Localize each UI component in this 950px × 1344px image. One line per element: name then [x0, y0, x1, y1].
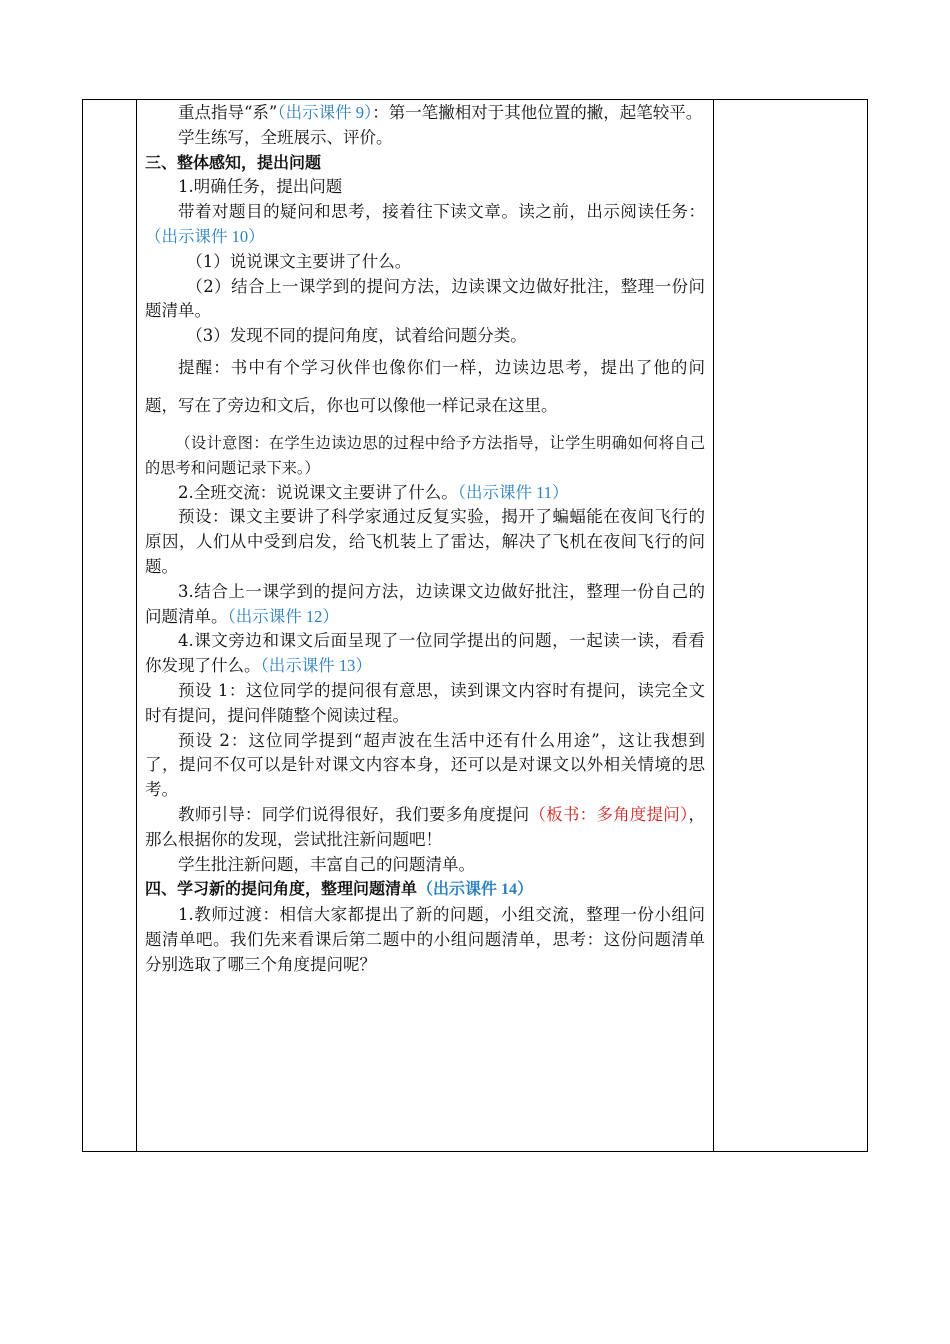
text-segment: 学生批注新问题，丰富自己的问题清单。: [178, 854, 475, 874]
courseware-reference: （出示课件 14）: [417, 881, 534, 899]
courseware-reference: （出示课件 9）: [277, 103, 373, 122]
text-segment: 4.课文旁边和课文后面呈现了一位同学提出的问题，一起读一读，看看你发现了什么。: [145, 631, 705, 676]
paragraph: [145, 679, 705, 729]
task-item: [145, 275, 705, 325]
text-segment: 学生练写，全班展示、评价。: [178, 127, 393, 147]
text-segment: 3.结合上一课学到的提问方法，边读课文边做好批注，整理一份自己的问题清单。: [145, 581, 705, 626]
paragraph: [145, 126, 705, 151]
task-item: [145, 324, 705, 349]
left-empty-cell: [83, 100, 136, 1151]
paragraph: [145, 175, 705, 200]
right-notes-cell: [714, 100, 867, 1151]
task-item: [145, 250, 705, 275]
paragraph: [145, 200, 705, 250]
paragraph: [145, 629, 705, 679]
text-segment: （1）说说课文主要讲了什么。: [186, 251, 412, 271]
paragraph: [145, 803, 705, 853]
text-segment: ：第一笔撇相对于其他位置的撇，起笔较平。: [372, 103, 703, 122]
text-segment: 三、整体感知，提出问题: [145, 152, 322, 172]
paragraph: [145, 853, 705, 878]
text-segment: 教师引导：同学们说得很好，我们要多角度提问: [178, 804, 530, 824]
blackboard-note: （板书：多角度提问）: [529, 804, 689, 824]
lesson-content-cell: [145, 101, 705, 978]
design-intent-note: [145, 431, 705, 481]
lesson-plan-table: [82, 99, 868, 1152]
courseware-reference: （出示课件 13）: [260, 656, 372, 676]
paragraph: [145, 580, 705, 630]
paragraph: [145, 903, 705, 977]
text-segment: 重点指导“系”: [178, 103, 278, 122]
paragraph: [145, 729, 705, 803]
text-segment: 四、学习新的提问角度，整理问题清单: [145, 879, 418, 899]
text-segment: 带着对题目的疑问和思考，接着往下读文章。读之前，出示阅读任务：: [178, 202, 705, 222]
text-segment: 1.教师过渡：相信大家都提出了新的问题，小组交流，整理一份小组问题清单吧。我们先来看课后第二题中的小组问题清单，思考：这份问题清单分别选取了哪三个角度提问呢？: [145, 905, 705, 974]
reminder-paragraph: [145, 349, 705, 425]
paragraph: [145, 481, 705, 506]
text-segment: （3）发现不同的提问角度，试着给问题分类。: [186, 326, 527, 346]
text-segment: 预设 1：这位同学的提问很有意思，读到课文内容时有提问，读完全文时有提问，提问伴随整个阅读过程。: [145, 680, 705, 725]
text-segment: （2）结合上一课学到的提问方法，边读课文边做好批注，整理一份问题清单。: [145, 276, 705, 321]
section-heading: [145, 877, 705, 903]
paragraph: [145, 101, 705, 126]
text-segment: 预设：课文主要讲了科学家通过反复实验，揭开了蝙蝠能在夜间飞行的原因，人们从中受到启发，给飞机装上了雷达，解决了飞机在夜间飞行的问题。: [145, 507, 705, 576]
text-segment: 2.全班交流：说说课文主要讲了什么。: [178, 482, 458, 502]
courseware-reference: （出示课件 10）: [145, 226, 265, 246]
text-segment: ，那么根据你的发现，尝试批注新问题吧！: [145, 804, 706, 849]
text-segment: 提醒：书中有个学习伙伴也像你们一样，边读边思考，提出了他的问题，写在了旁边和文后，你也可以像他一样记录在这里。: [145, 357, 705, 415]
text-segment: （设计意图：在学生边读边思的过程中给予方法指导，让学生明确如何将自己的思考和问题记录下来。）: [145, 433, 705, 477]
text-segment: 预设 2：这位同学提到“超声波在生活中还有什么用途”，这让我想到了，提问不仅可以是针对课文内容本身，还可以是对课文以外相关情境的思考。: [145, 730, 705, 800]
text-segment: 1.明确任务，提出问题: [178, 177, 343, 197]
courseware-reference: （出示课件 11）: [457, 482, 569, 502]
courseware-reference: （出示课件 12）: [227, 606, 339, 626]
section-heading: [145, 151, 705, 176]
paragraph: [145, 505, 705, 579]
column-divider-left: [136, 100, 137, 1151]
